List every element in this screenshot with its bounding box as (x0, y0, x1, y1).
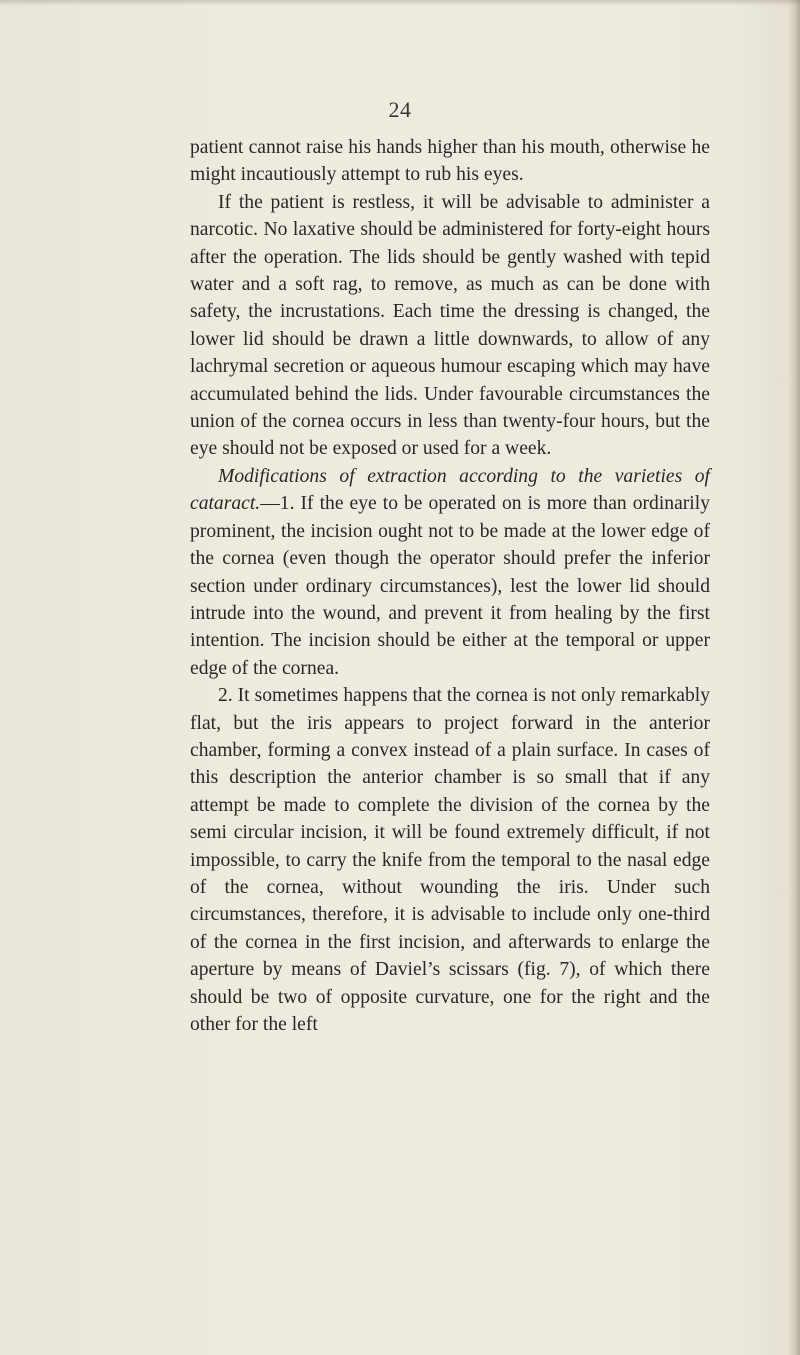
page-number: 24 (388, 97, 412, 122)
paragraph-aftercare: If the patient is restless, it will be advisable to administer a narcotic. No laxative should be administered for forty-eight hours after the operation. The lids should be gently washed with tepid water and a soft rag, to remove, as much as can be done with safety, the incrustations. Each time the dressing is changed, the lower lid should be drawn a little downwards, to allow of any lachrymal secretion or aqueous humour escaping which may have accumulated behind the lids. Under favourable circumstances the union of the cornea occurs in less than twenty-four hours, but the eye should not be exposed or used for a week. (190, 191, 710, 460)
page-binding-shadow (788, 0, 800, 1355)
body-text (190, 134, 710, 1038)
paragraph-modifications-text: —1. If the eye to be operated on is more than ordinarily prominent, the incision ought not to be made at the lower edge of the cornea (even though the operator should prefer the inferior section under ordinary circumstances), lest the lower lid should intrude into the wound, and prevent it from healing by the first intention. The incision should be either at the temporal or upper edge of the cornea. (190, 493, 710, 679)
paragraph-modifications (190, 463, 710, 682)
paragraph-continuation: patient cannot raise his hands higher than his mouth, otherwise he might incautiously attempt to rub his eyes. (190, 137, 710, 186)
section-heading-modifications: Modifications of extraction according to the varieties of cataract. (190, 465, 710, 515)
page-top-edge (0, 0, 800, 6)
paragraph-flat-cornea: 2. It sometimes happens that the cornea is not only remarkably flat, but the iris appears to project forward in the anterior chamber, forming a convex instead of a plain surface. In cases of this description the anterior chamber is so small that if any attempt be made to complete the division of the cornea by the semi circular incision, it will be found extremely difficult, if not impossible, to carry the knife from the temporal to the nasal edge of the cornea, without wounding the iris. Under such circumstances, therefore, it is advisable to include only one-third of the cornea in the first incision, and afterwards to enlarge the aperture by means of Daviel’s scissars (fig. 7), of which there should be two of opposite curvature, one for the right and the other for the left (190, 685, 710, 1035)
